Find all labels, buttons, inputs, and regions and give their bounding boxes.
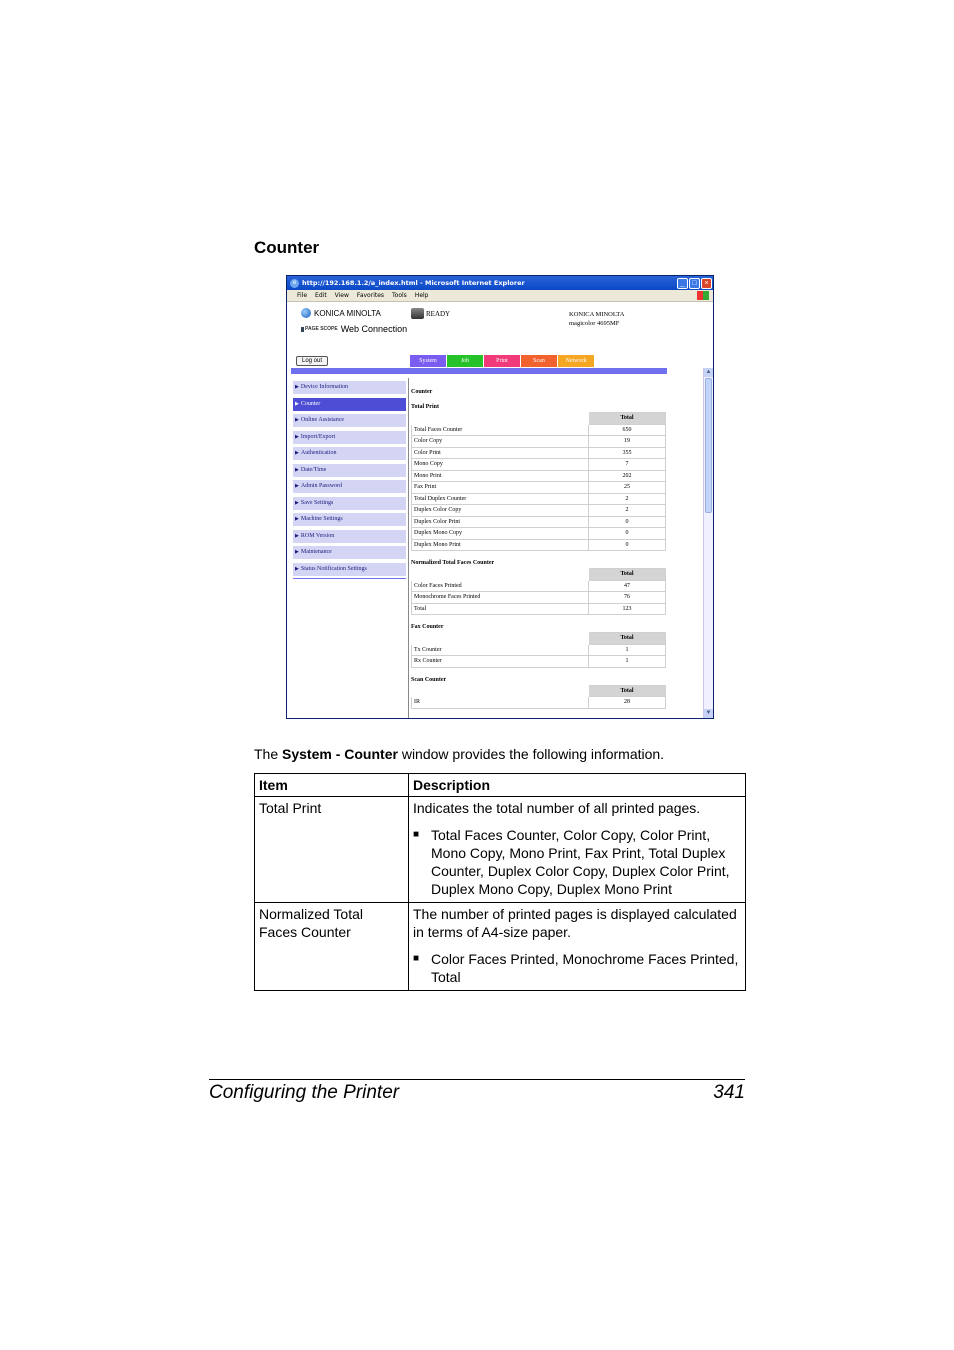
normalized-table	[411, 568, 666, 615]
counter-label: Fax Print	[412, 482, 589, 494]
table-row	[412, 459, 666, 471]
tab-scan[interactable]: Scan	[521, 355, 557, 367]
menu-favorites[interactable]: Favorites	[356, 292, 385, 299]
counter-value: 355	[589, 447, 666, 459]
counter-label: Total Faces Counter	[412, 424, 589, 436]
counter-value: 0	[589, 528, 666, 540]
ie-icon: e	[290, 279, 299, 288]
section-title: Counter	[254, 238, 320, 257]
counter-value: 1	[589, 644, 666, 656]
table-row	[412, 436, 666, 448]
header-spacer	[412, 569, 589, 581]
menu-bar	[287, 290, 713, 302]
table-row	[412, 697, 666, 709]
logout-button[interactable]: Log out	[296, 356, 328, 366]
row-description: Indicates the total number of all printed pages. ■ Total Faces Counter, Color Copy, Color Print, Mono Copy, Mono Print, Fax Print, Total Duplex Counter, Duplex Color Copy, Duplex Color Print, Duplex Mono Copy, Duplex Mono Print	[409, 797, 746, 903]
bullet-item: ■ Total Faces Counter, Color Copy, Color Print, Mono Copy, Mono Print, Fax Print, Total Duplex Counter, Duplex Color Copy, Duplex Color Print, Duplex Mono Copy, Duplex Mono Print	[413, 827, 730, 897]
column-header-description: Description	[409, 774, 746, 797]
tab-job[interactable]: Job	[447, 355, 483, 367]
row-item: Normalized Total Faces Counter	[255, 903, 409, 991]
sidebar-item-status-notification-settings[interactable]: ▶ Status Notification Settings	[293, 563, 406, 576]
menu-help[interactable]: Help	[414, 292, 429, 299]
sidebar-item-save-settings[interactable]: ▶ Save Settings	[293, 497, 406, 510]
table-row	[412, 656, 666, 668]
scroll-up-icon[interactable]: ▲	[705, 369, 712, 375]
counter-value: 123	[589, 603, 666, 615]
scan-counter-title: Scan Counter	[411, 676, 447, 683]
footer-chapter: Configuring the Printer	[209, 1082, 400, 1103]
header-divider	[291, 368, 667, 374]
table-row	[412, 603, 666, 615]
header-spacer	[412, 633, 589, 645]
normalized-title: Normalized Total Faces Counter	[411, 560, 495, 566]
window-title: http://192.168.1.2/a_index.html - Microsoft Internet Explorer	[302, 279, 525, 287]
scroll-thumb[interactable]	[705, 378, 712, 513]
sidebar-item-machine-settings[interactable]: ▶ Machine Settings	[293, 513, 406, 526]
column-header-total: Total	[589, 633, 666, 645]
header-spacer	[412, 413, 589, 425]
row-item: Total Print	[255, 797, 409, 903]
counter-label: Mono Copy	[412, 459, 589, 471]
counter-label: Tx Counter	[412, 644, 589, 656]
konica-minolta-logo: KONICA MINOLTA	[301, 308, 381, 318]
frame-divider	[408, 378, 409, 718]
close-icon[interactable]: ×	[701, 278, 712, 289]
counter-label: Duplex Color Print	[412, 516, 589, 528]
table-row	[255, 797, 746, 903]
total-print-title: Total Print	[411, 404, 439, 410]
page-heading: Counter	[411, 389, 433, 395]
table-row	[412, 539, 666, 551]
menu-file[interactable]: File	[297, 292, 308, 299]
table-row	[412, 516, 666, 528]
column-header-total: Total	[589, 413, 666, 425]
header-spacer	[412, 685, 589, 697]
counter-label: Monochrome Faces Printed	[412, 592, 589, 604]
table-header-row	[412, 633, 666, 645]
pagescope-logo: PAGE SCOPE Web Connection	[301, 324, 407, 334]
counter-label: Duplex Color Copy	[412, 505, 589, 517]
table-row	[412, 424, 666, 436]
total-print-table	[411, 412, 666, 551]
counter-value: 47	[589, 580, 666, 592]
tab-network[interactable]: Network	[558, 355, 594, 367]
counter-value: 25	[589, 482, 666, 494]
counter-value: 2	[589, 505, 666, 517]
row-description: The number of printed pages is displayed calculated in terms of A4-size paper. ■ Color Faces Printed, Monochrome Faces Printed, Total	[409, 903, 746, 991]
table-row	[255, 903, 746, 991]
browser-content	[287, 302, 713, 718]
sidebar-item-import-export[interactable]: ▶ Import/Export	[293, 431, 406, 444]
counter-label: Total	[412, 603, 589, 615]
counter-label: Color Print	[412, 447, 589, 459]
tab-system[interactable]: System	[410, 355, 446, 367]
menu-edit[interactable]: Edit	[315, 292, 327, 299]
scan-counter-table	[411, 685, 666, 709]
maximize-icon[interactable]: □	[689, 278, 700, 289]
table-row	[412, 447, 666, 459]
column-header-total: Total	[589, 685, 666, 697]
main-tabs	[410, 355, 594, 367]
counter-label: IR	[412, 697, 589, 709]
footer-rule	[209, 1079, 745, 1080]
counter-panel	[411, 386, 667, 717]
fax-counter-table	[411, 632, 666, 668]
table-row	[412, 470, 666, 482]
counter-value: 76	[589, 592, 666, 604]
browser-window	[286, 275, 714, 719]
counter-value: 1	[589, 656, 666, 668]
sidebar-item-device-information[interactable]: ▶ Device Information	[293, 381, 406, 394]
counter-label: Color Copy	[412, 436, 589, 448]
table-header-row	[412, 413, 666, 425]
menu-view[interactable]: View	[334, 292, 349, 299]
sidebar-item-admin-password[interactable]: ▶ Admin Password	[293, 480, 406, 493]
counter-label: Color Faces Printed	[412, 580, 589, 592]
table-row	[412, 493, 666, 505]
counter-label: Mono Print	[412, 470, 589, 482]
description-table	[254, 773, 746, 991]
sidebar-item-counter[interactable]: ▶ Counter	[293, 398, 406, 411]
column-header-total: Total	[589, 569, 666, 581]
scrollbar[interactable]	[703, 368, 713, 718]
bullet-icon: ■	[413, 953, 420, 964]
counter-value: 2	[589, 493, 666, 505]
page-number: 341	[713, 1082, 745, 1103]
sidebar-item-authentication[interactable]: ▶ Authentication	[293, 447, 406, 460]
printer-icon	[411, 308, 424, 319]
table-header-row	[412, 569, 666, 581]
windows-logo-icon	[697, 291, 709, 300]
table-header-row	[412, 685, 666, 697]
sidebar-item-online-assistance[interactable]: ▶ Online Assistance	[293, 414, 406, 427]
counter-value: 650	[589, 424, 666, 436]
table-row	[412, 580, 666, 592]
menu-tools[interactable]: Tools	[392, 292, 407, 299]
counter-value: 7	[589, 459, 666, 471]
tab-print[interactable]: Print	[484, 355, 520, 367]
table-row	[412, 482, 666, 494]
counter-label: Total Duplex Counter	[412, 493, 589, 505]
column-header-item: Item	[255, 774, 409, 797]
sidebar-item-rom-version[interactable]: ▶ ROM Version	[293, 530, 406, 543]
counter-value: 0	[589, 539, 666, 551]
sidebar-item-date-time[interactable]: ▶ Date/Time	[293, 464, 406, 477]
sidebar-divider	[293, 578, 406, 579]
globe-icon	[301, 308, 311, 318]
intro-paragraph: The System - Counter window provides the following information.	[254, 746, 665, 762]
counter-label: Duplex Mono Print	[412, 539, 589, 551]
counter-value: 202	[589, 470, 666, 482]
table-header-row	[255, 774, 746, 797]
counter-value: 0	[589, 516, 666, 528]
fax-counter-title: Fax Counter	[411, 624, 444, 630]
status-indicator: READY	[411, 308, 450, 319]
device-info: KONICA MINOLTA magicolor 4695MF	[569, 311, 625, 327]
table-row	[412, 505, 666, 517]
sidebar-item-maintenance[interactable]: ▶ Maintenance	[293, 546, 406, 559]
table-row	[412, 592, 666, 604]
sidebar-menu	[293, 381, 406, 579]
scroll-down-icon[interactable]: ▼	[705, 710, 712, 716]
bullet-item: ■ Color Faces Printed, Monochrome Faces Printed, Total	[413, 951, 739, 985]
counter-value: 19	[589, 436, 666, 448]
bullet-icon: ■	[413, 829, 420, 840]
counter-value: 28	[589, 697, 666, 709]
counter-label: Rx Counter	[412, 656, 589, 668]
table-row	[412, 528, 666, 540]
title-bar[interactable]	[287, 276, 713, 290]
table-row	[412, 644, 666, 656]
counter-label: Duplex Mono Copy	[412, 528, 589, 540]
minimize-icon[interactable]: _	[677, 278, 688, 289]
